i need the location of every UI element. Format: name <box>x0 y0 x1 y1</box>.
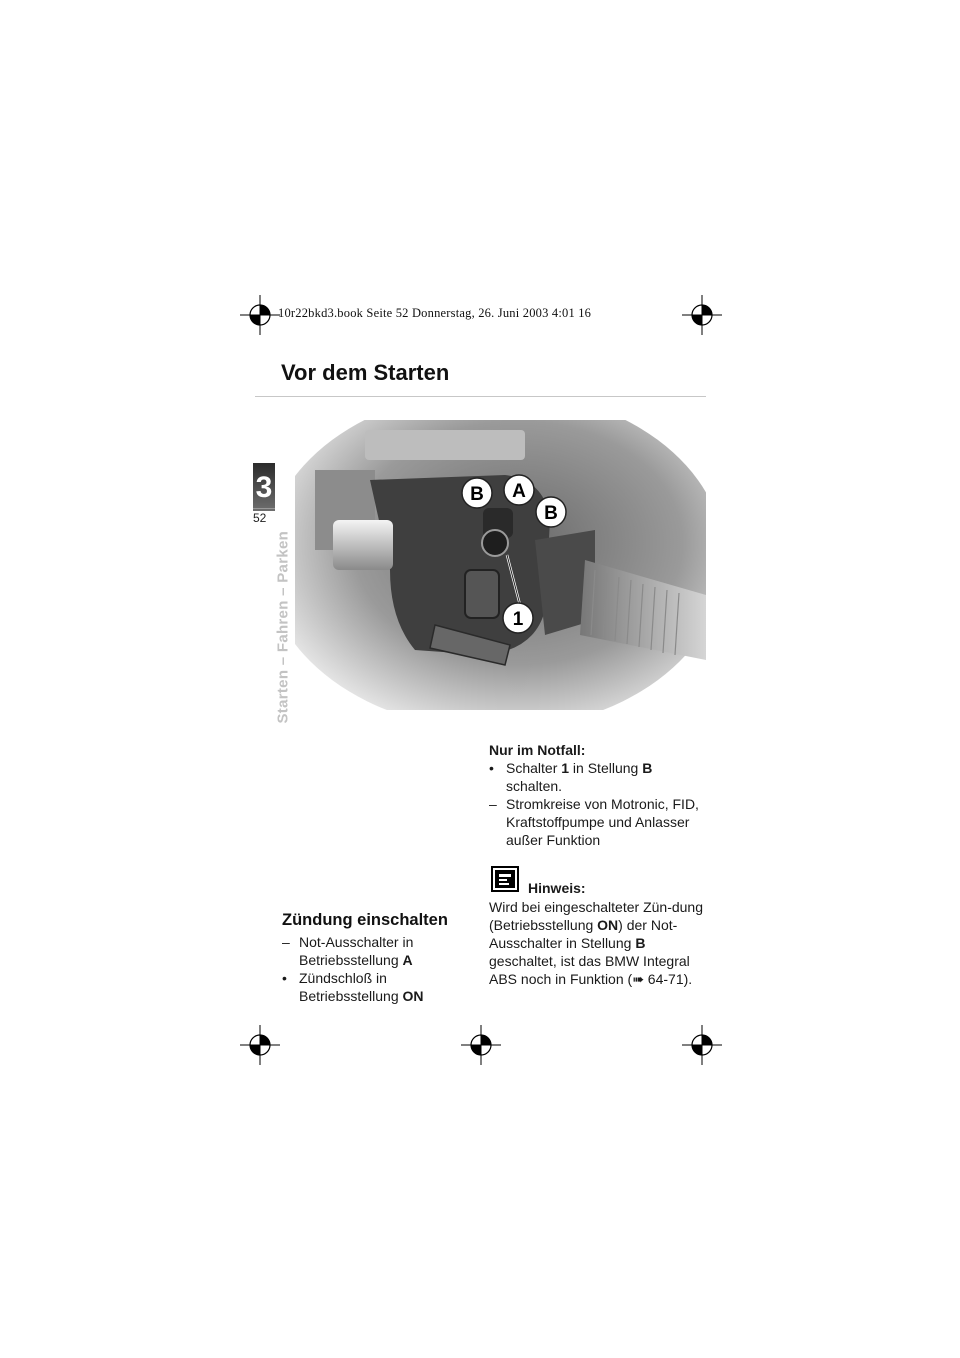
registration-mark-bottom-center <box>461 1025 501 1065</box>
registration-mark-bottom-right <box>682 1025 722 1065</box>
label-b-left: B <box>470 484 484 505</box>
handlebar-switch-photo <box>295 420 706 710</box>
note-text: Wird bei eingeschalteter Zün-dung (Betriebsstellung ON) der Not-Ausschalter in Stellung B geschaltet, ist das BMW Integral ABS noch in Funktion (➠ 64-71). <box>489 899 704 987</box>
note-icon <box>491 866 519 892</box>
registration-mark-bottom-left <box>240 1025 280 1065</box>
page-title: Vor dem Starten <box>281 360 450 385</box>
ignition-step: – Not-Ausschalter in Betriebsstellung A <box>282 934 414 968</box>
print-header-meta: 10r22bkd3.book Seite 52 Donnerstag, 26. Juni 2003 4:01 16 <box>278 306 592 320</box>
label-a: A <box>512 481 526 502</box>
registration-mark-top-left <box>240 295 280 335</box>
title-divider <box>255 396 706 397</box>
note-label: Hinweis: <box>528 880 586 896</box>
ignition-heading: Zündung einschalten <box>282 911 448 929</box>
chapter-tab-divider <box>253 508 275 509</box>
page-reference-arrow-icon: ➠ <box>632 971 644 987</box>
emergency-step: • Schalter 1 in Stellung B schalten. <box>489 760 653 794</box>
page-number: 52 <box>253 511 267 525</box>
registration-mark-top-right <box>682 295 722 335</box>
chapter-side-title: Starten – Fahren – Parken <box>274 530 292 724</box>
emergency-result: – Stromkreise von Motronic, FID, Kraftstoffpumpe und Anlasser außer Funktion <box>489 796 699 848</box>
label-b-right: B <box>544 503 558 524</box>
ignition-step: • Zündschloß in Betriebsstellung ON <box>282 970 424 1004</box>
ignition-steps <box>282 933 462 1005</box>
label-callout-1: 1 <box>512 609 524 630</box>
emergency-section <box>489 741 709 849</box>
emergency-heading: Nur im Notfall: <box>489 742 586 758</box>
chapter-number-tab: 3 <box>253 463 275 511</box>
